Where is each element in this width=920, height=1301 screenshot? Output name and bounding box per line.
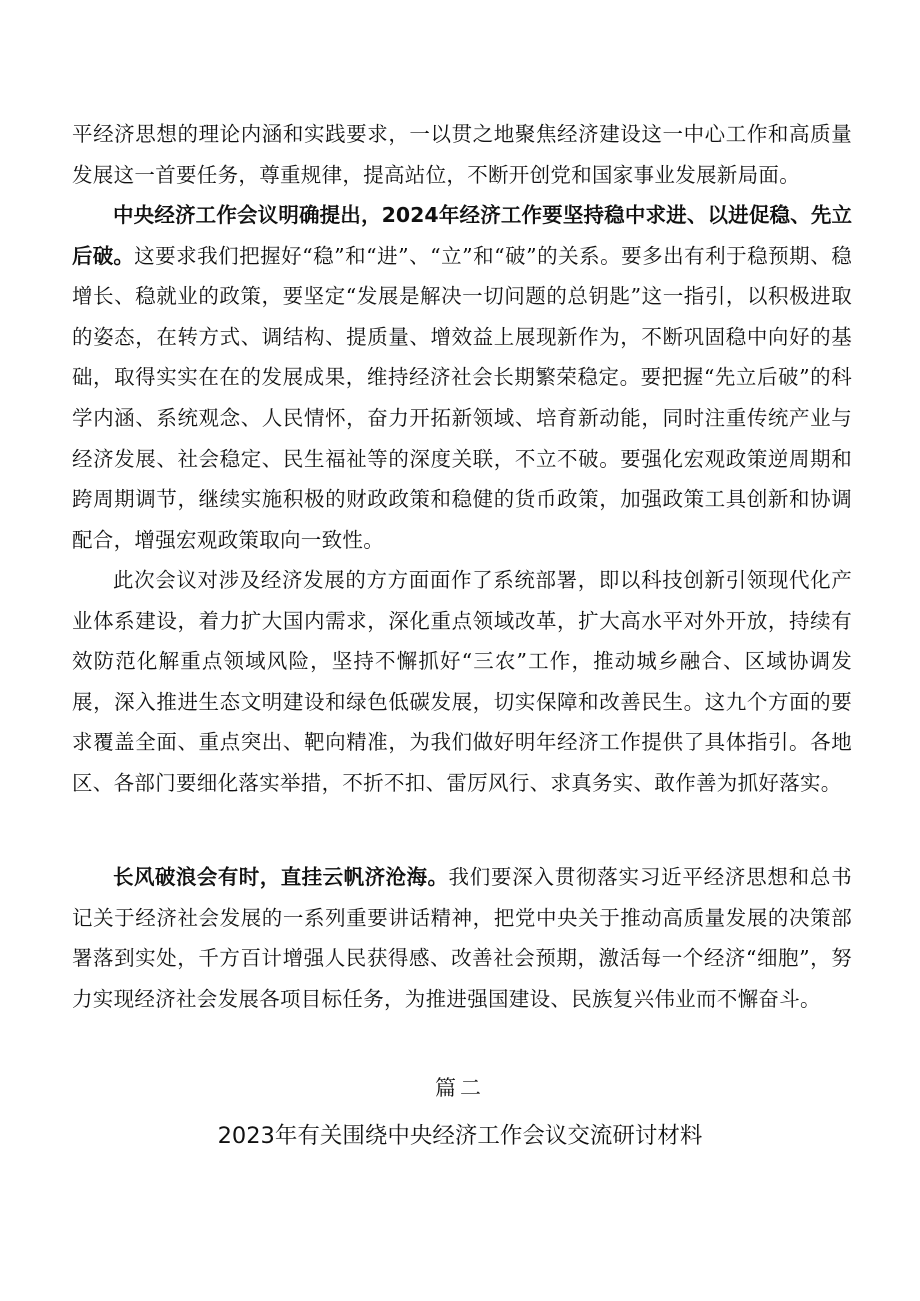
- paragraph-lead-sentence: 长风破浪会有时，直挂云帆济沧海。: [113, 865, 449, 889]
- paragraph-system-deployment: [72, 560, 852, 804]
- paragraph-text: 此次会议对涉及经济发展的方方面面作了系统部署，即以科技创新引领现代化产业体系建设，着力扩大国内需求，深化重点领域改革，扩大高水平对外开放，持续有效防范化解重点领域风险，坚持不懈抓好“三农”工作，推动城乡融合、区域协调发展，深入推进生态文明建设和绿色低碳发展，切实保障和改善民生。这九个方面的要求覆盖全面、重点突出、靶向精准，为我们做好明年经济工作提供了具体指引。各地区、各部门要细化落实举措，不折不扣、雷厉风行、求真务实、敢作善为抓好落实。: [72, 568, 852, 795]
- paragraph-lead-sentence: 中央经济工作会议明确提出，2024年经济工作要坚持稳中求进、以进促稳、先立后破。: [72, 203, 852, 268]
- paragraph-continued: [72, 114, 852, 195]
- section-label: 篇二: [435, 1076, 485, 1100]
- paragraph-text: 这要求我们把握好“稳”和“进”、“立”和“破”的关系。要多出有利于稳预期、稳增长、稳就业的政策，要坚定“发展是解决一切问题的总钥匙”这一指引，以积极进取的姿态，在转方式、调结构、提质量、增效益上展现新作为，不断巩固稳中向好的基础，取得实实在在的发展成果，维持经济社会长期繁荣稳定。要把握“先立后破”的科学内涵、系统观念、人民情怀，奋力开拓新领域、培育新动能，同时注重传统产业与经济发展、社会稳定、民生福祉等的深度关联，不立不破。要强化宏观政策逆周期和跨周期调节，继续实施积极的财政政策和稳健的货币政策，加强政策工具创新和协调配合，增强宏观政策取向一致性。: [72, 243, 852, 552]
- document-title: 2023年有关围绕中央经济工作会议交流研讨材料: [217, 1123, 703, 1149]
- paragraph-closing: [72, 857, 852, 1019]
- paragraph-text: 平经济思想的理论内涵和实践要求，一以贯之地聚焦经济建设这一中心工作和高质量发展这一首要任务，尊重规律，提高站位，不断开创党和国家事业发展新局面。: [72, 122, 852, 187]
- paragraph-text: 我们要深入贯彻落实习近平经济思想和总书记关于经济社会发展的一系列重要讲话精神，把党中央关于推动高质量发展的决策部署落到实处，千方百计增强人民获得感、改善社会预期，激活每一个经济“细胞”，努力实现经济社会发展各项目标任务，为推进强国建设、民族复兴伟业而不懈奋斗。: [72, 865, 852, 1011]
- paragraph-economic-work-2024: [72, 195, 852, 560]
